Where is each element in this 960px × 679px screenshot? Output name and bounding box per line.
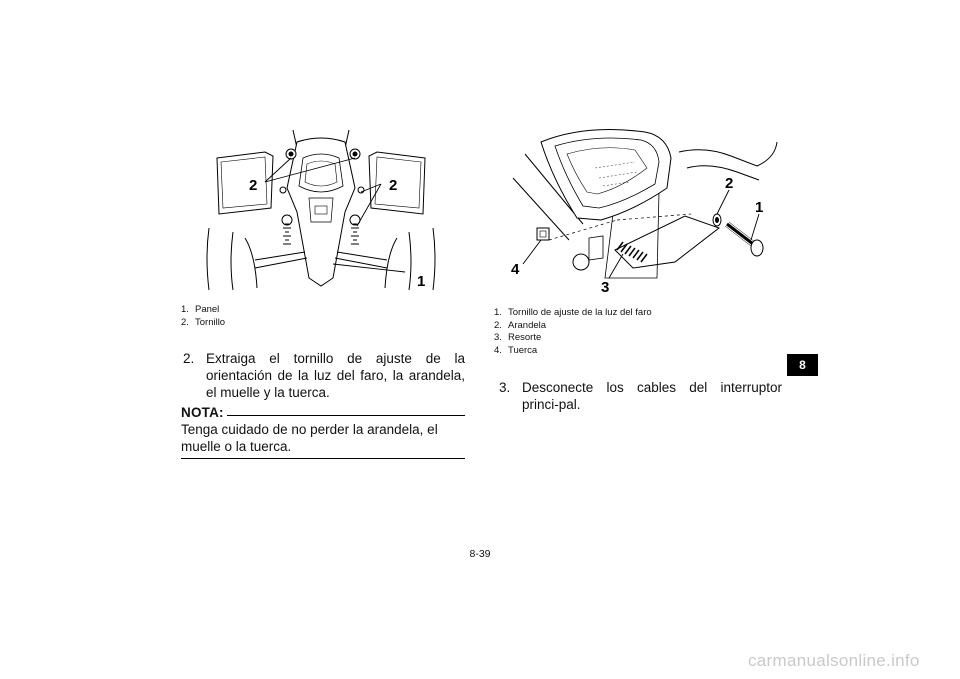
caption-item: 2. Arandela [494, 319, 547, 331]
caption-item: 2. Tornillo [181, 316, 226, 328]
step-text: Desconecte los cables del interruptor princi-pal. [522, 380, 782, 412]
step-3 [499, 379, 782, 413]
left-callout-2a: 2 [249, 177, 258, 194]
watermark-text: carmanualsonline.info [748, 651, 920, 670]
nota-body: Tenga cuidado de no perder la arandela, el muelle o la tuerca. [181, 422, 438, 454]
nota-top-rule [227, 415, 465, 416]
right-callout-2: 2 [725, 175, 734, 192]
headlight-assembly-illustration [505, 128, 780, 296]
chapter-tab: 8 [787, 354, 818, 376]
right-callout-3: 3 [601, 279, 610, 296]
nota-bottom-rule [181, 458, 465, 459]
step-number: 2. [183, 351, 195, 366]
right-callout-1: 1 [755, 199, 764, 216]
caption-item: 3. Resorte [494, 332, 542, 343]
nota-heading: NOTA: [181, 405, 224, 420]
caption-item: 1. Tornillo de ajuste de la luz del faro [494, 307, 652, 318]
right-callout-4: 4 [511, 261, 520, 278]
step-number: 3. [499, 380, 511, 395]
left-callout-2b: 2 [389, 177, 398, 194]
caption-item: 4. Tuerca [494, 344, 538, 356]
left-figure-captions [181, 304, 381, 329]
step-text: Extraiga el tornillo de ajuste de la orientación de la luz del faro, la arandela, el muelle y la tuerca. [206, 351, 465, 400]
left-callout-1: 1 [417, 273, 426, 290]
atv-front-illustration [205, 128, 437, 296]
step-2 [183, 350, 465, 401]
caption-item: 1. Panel [181, 304, 220, 315]
page-number: 8-39 [469, 548, 491, 560]
right-figure-captions [494, 307, 754, 357]
